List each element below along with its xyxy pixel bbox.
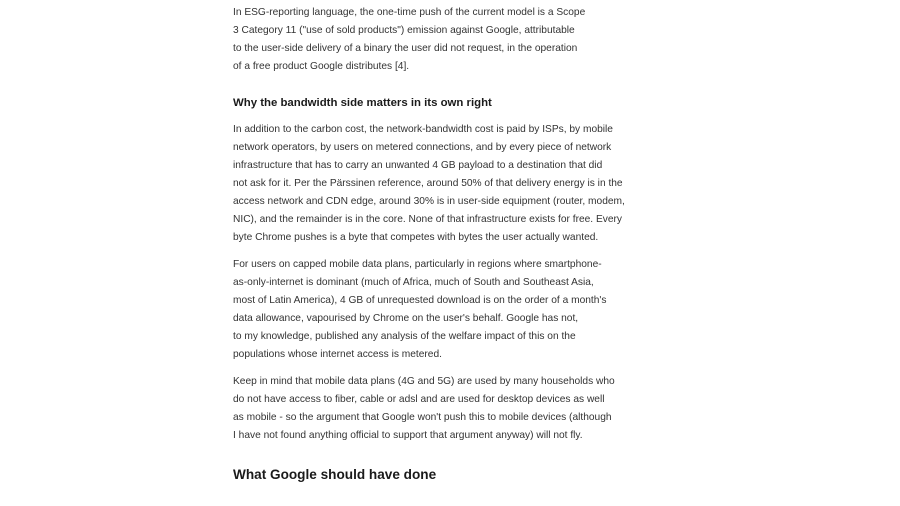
text-line: NIC), and the remainder is in the core. None of that infrastructure exists for free. Every — [233, 214, 622, 225]
text-line: to my knowledge, published any analysis of the welfare impact of this on the — [233, 331, 576, 342]
text-line: 3 Category 11 ("use of sold products") emission against Google, attributable — [233, 25, 575, 36]
text-line: byte Chrome pushes is a byte that competes with bytes the user actually wanted. — [233, 232, 599, 243]
text-line: Keep in mind that mobile data plans (4G and 5G) are used by many households who — [233, 376, 615, 387]
paragraph-4g-5g-households — [233, 373, 653, 445]
paragraph-esg-reporting — [233, 4, 653, 76]
text-line: populations whose internet access is metered. — [233, 349, 442, 360]
paragraph-mobile-data-plans — [233, 256, 653, 364]
text-line: of a free product Google distributes [4]. — [233, 61, 410, 72]
text-line: access network and CDN edge, around 30% is in user-side equipment (router, modem, — [233, 196, 625, 207]
text-line: I have not found anything official to support that argument anyway) will not fly. — [233, 430, 583, 441]
paragraph-network-bandwidth — [233, 121, 653, 247]
text-line: as mobile - so the argument that Google won't push this to mobile devices (although — [233, 412, 612, 423]
text-line: most of Latin America), 4 GB of unrequested download is on the order of a month's — [233, 295, 607, 306]
text-line: For users on capped mobile data plans, particularly in regions where smartphone- — [233, 259, 602, 270]
article-body — [233, 4, 653, 485]
text-line: data allowance, vapourised by Chrome on the user's behalf. Google has not, — [233, 313, 579, 324]
text-line: not ask for it. Per the Pärssinen reference, around 50% of that delivery energy is in the — [233, 178, 623, 189]
text-line: infrastructure that has to carry an unwanted 4 GB payload to a destination that did — [233, 160, 603, 171]
text-line: to the user-side delivery of a binary the user did not request, in the operation — [233, 43, 578, 54]
text-line: as-only-internet is dominant (much of Africa, much of South and Southeast Asia, — [233, 277, 594, 288]
section-heading-bandwidth: Why the bandwidth side matters in its own right — [233, 97, 492, 109]
text-line: In addition to the carbon cost, the network-bandwidth cost is paid by ISPs, by mobile — [233, 124, 613, 135]
text-line: In ESG-reporting language, the one-time push of the current model is a Scope — [233, 7, 586, 18]
text-line: do not have access to fiber, cable or adsl and are used for desktop devices as well — [233, 394, 605, 405]
text-line: network operators, by users on metered connections, and by every piece of network — [233, 142, 612, 153]
section-heading-what-google-should-have-done: What Google should have done — [233, 467, 437, 482]
